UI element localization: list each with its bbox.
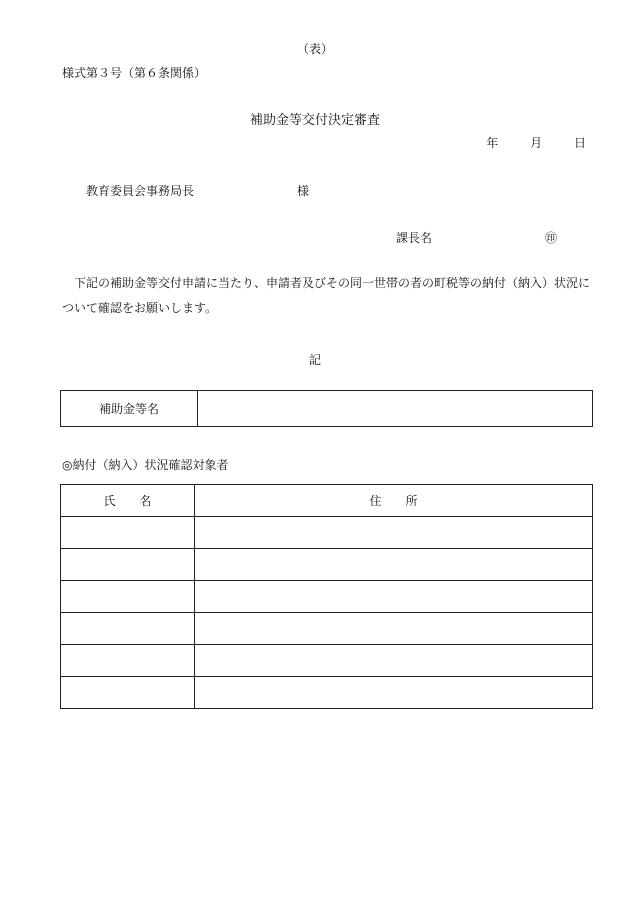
date-year-label: 年 — [486, 136, 499, 150]
column-header-name — [61, 485, 195, 517]
target-persons-table — [60, 484, 593, 709]
name-cell[interactable] — [61, 677, 195, 709]
table-row — [61, 645, 593, 677]
table-row — [61, 517, 593, 549]
name-cell[interactable] — [61, 517, 195, 549]
address-cell[interactable] — [195, 677, 593, 709]
target-persons-heading: ◎納付（納入）状況確認対象者 — [62, 458, 229, 472]
table-row — [61, 677, 593, 709]
column-header-name-right: 名 — [139, 494, 152, 508]
column-header-name-left: 氏 — [103, 494, 116, 508]
address-cell[interactable] — [195, 613, 593, 645]
addressee-name: 教育委員会事務局長 — [86, 184, 195, 198]
address-cell[interactable] — [195, 581, 593, 613]
form-number: 様式第３号（第６条関係） — [62, 66, 207, 80]
side-label: （表） — [296, 42, 333, 56]
name-cell[interactable] — [61, 645, 195, 677]
sender-title: 課長名 — [396, 231, 433, 245]
column-header-address — [195, 485, 593, 517]
document-title: 補助金等交付決定審査 — [249, 113, 380, 128]
request-body-text: 下記の補助金等交付申請に当たり、申請者及びその同一世帯の者の町税等の納付（納入）状況について確認をお願いします。 — [62, 276, 591, 315]
date-line — [486, 134, 586, 151]
date-day-label: 日 — [573, 136, 586, 150]
address-cell[interactable] — [195, 517, 593, 549]
address-cell[interactable] — [195, 645, 593, 677]
table-row — [61, 549, 593, 581]
name-cell[interactable] — [61, 549, 195, 581]
column-header-address-right: 所 — [405, 494, 418, 508]
date-month-label: 月 — [530, 136, 543, 150]
column-header-address-left: 住 — [369, 494, 382, 508]
grant-name-label: 補助金等名 — [61, 391, 198, 427]
table-row — [61, 581, 593, 613]
address-cell[interactable] — [195, 549, 593, 581]
name-cell[interactable] — [61, 613, 195, 645]
record-heading: 記 — [308, 353, 321, 367]
seal-mark: ㊞ — [545, 231, 558, 245]
name-cell[interactable] — [61, 581, 195, 613]
table-row — [61, 613, 593, 645]
grant-name-row — [61, 391, 593, 427]
grant-name-value[interactable] — [198, 391, 593, 427]
target-table-header-row — [61, 485, 593, 517]
grant-name-table — [60, 390, 593, 427]
addressee-honorific: 様 — [297, 184, 310, 198]
